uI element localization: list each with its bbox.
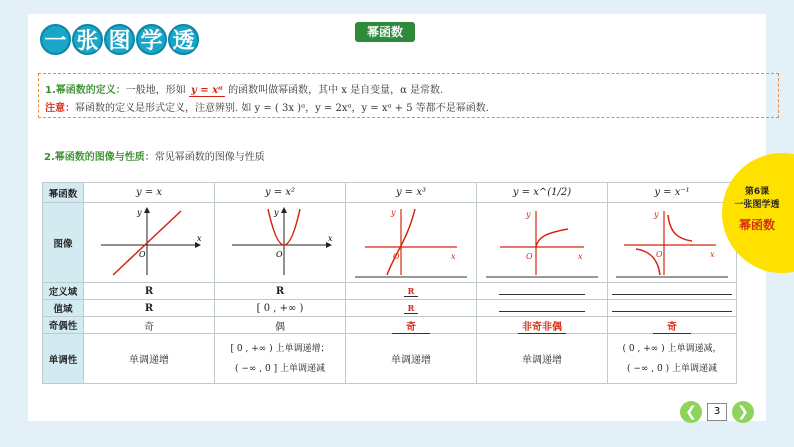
- domain-cell: [346, 283, 477, 300]
- origin-label: O: [526, 252, 533, 261]
- mono-cell: 单调递增: [346, 334, 477, 384]
- parity-answer: 奇: [653, 322, 691, 334]
- y-axis-label: y: [137, 208, 142, 217]
- row-header: 单调性: [43, 334, 84, 384]
- lesson-number: 第6课: [744, 187, 770, 197]
- lesson-subtitle: 一张图学透: [734, 200, 780, 210]
- prev-page-button[interactable]: ❮: [680, 401, 702, 423]
- range-cell: R: [84, 300, 215, 317]
- mono-line: ( −∞ , 0 ] 上单调递减: [235, 363, 325, 374]
- range-cell: [ 0 , +∞ ): [215, 300, 346, 317]
- row-header: 奇偶性: [43, 317, 84, 334]
- range-cell: [346, 300, 477, 317]
- row-header: 值域: [43, 300, 84, 317]
- definition-formula: y = xᵅ: [190, 85, 223, 96]
- graph-y-x-inv: [612, 203, 732, 279]
- table-row: [43, 334, 737, 384]
- page-number: 3: [707, 403, 727, 421]
- function-cell: y = x⁻¹: [608, 183, 737, 203]
- pager: [680, 401, 754, 423]
- y-axis-label: y: [274, 208, 279, 217]
- x-axis-label: x: [710, 250, 715, 259]
- section-text: 常见幂函数的图像与性质: [154, 152, 265, 163]
- mono-cell: [215, 334, 346, 384]
- origin-label: O: [139, 250, 146, 259]
- logo-char: 张: [72, 24, 103, 55]
- x-axis-label: x: [578, 252, 583, 261]
- function-cell: y = x²: [215, 183, 346, 203]
- parity-cell: [346, 317, 477, 334]
- section-heading: [44, 148, 265, 163]
- note-text: 幂函数的定义是形式定义，注意辨别. 如 y = ( 3x )ᵅ，y = 2xᵅ，y = xᵅ + 5 等都不是幂函数.: [75, 103, 489, 114]
- graph-cell: [477, 203, 608, 283]
- frame-top: [0, 0, 794, 14]
- answer-blank: [612, 284, 732, 295]
- parity-cell: 偶: [215, 317, 346, 334]
- definition-text-before: 一般地，形如: [125, 85, 186, 96]
- domain-cell: R: [215, 283, 346, 300]
- frame-bottom: [0, 421, 794, 447]
- graph-y-x3: [351, 203, 471, 279]
- y-axis-label: y: [654, 210, 659, 219]
- logo-char: 图: [104, 24, 135, 55]
- mono-line: ( 0 , +∞ ) 上单调递减，: [622, 343, 722, 354]
- domain-cell: [608, 283, 737, 300]
- range-cell: [477, 300, 608, 317]
- mono-line: ( −∞ , 0 ) 上单调递减: [627, 363, 717, 374]
- graph-cell: [608, 203, 737, 283]
- parity-cell: [608, 317, 737, 334]
- table-row: [43, 283, 737, 300]
- function-cell: y = x^(1/2): [477, 183, 608, 203]
- graph-cell: [84, 203, 215, 283]
- note-line: [45, 99, 489, 114]
- logo-char: 学: [136, 24, 167, 55]
- logo: [40, 24, 200, 55]
- page-title: 幂函数: [355, 22, 415, 42]
- domain-cell: R: [84, 283, 215, 300]
- parity-answer: 奇: [392, 322, 430, 334]
- range-answer: R: [404, 303, 419, 314]
- lesson-badge: [727, 184, 787, 233]
- answer-blank: [499, 301, 585, 312]
- domain-answer: R: [404, 286, 419, 297]
- table-row: [43, 317, 737, 334]
- answer-blank: [499, 284, 585, 295]
- definition-label: 1.幂函数的定义：: [45, 85, 126, 96]
- row-header: 幂函数: [43, 183, 84, 203]
- graph-y-x: [89, 203, 209, 279]
- origin-label: O: [656, 250, 663, 259]
- graph-y-sqrt: [482, 203, 602, 279]
- domain-cell: [477, 283, 608, 300]
- x-axis-label: x: [451, 252, 456, 261]
- range-cell: [608, 300, 737, 317]
- origin-label: O: [393, 252, 400, 261]
- function-cell: y = x: [84, 183, 215, 203]
- definition-line: [45, 81, 443, 96]
- x-axis-label: x: [328, 234, 333, 243]
- table-row: [43, 183, 737, 203]
- next-page-button[interactable]: ❯: [732, 401, 754, 423]
- mono-cell: 单调递增: [477, 334, 608, 384]
- parity-cell: [477, 317, 608, 334]
- parity-cell: 奇: [84, 317, 215, 334]
- mono-cell: [608, 334, 737, 384]
- answer-blank: [612, 301, 732, 312]
- x-axis-label: x: [197, 234, 202, 243]
- lesson-topic: 幂函数: [738, 218, 775, 232]
- graph-cell: [346, 203, 477, 283]
- y-axis-label: y: [391, 208, 396, 217]
- definition-box: [38, 73, 779, 118]
- graph-cell: [215, 203, 346, 283]
- graph-y-x2: [220, 203, 340, 279]
- row-header: 定义域: [43, 283, 84, 300]
- table-row: [43, 203, 737, 283]
- section-label: 2.幂函数的图像与性质：: [44, 152, 155, 163]
- definition-text-after: 的函数叫做幂函数，其中 x 是自变量，α 是常数.: [228, 85, 444, 96]
- function-cell: y = x³: [346, 183, 477, 203]
- note-label: 注意：: [45, 103, 75, 114]
- power-function-table: [42, 182, 737, 384]
- row-header: 图像: [43, 203, 84, 283]
- mono-cell: 单调递增: [84, 334, 215, 384]
- frame-left: [0, 0, 28, 447]
- mono-line: [ 0 , +∞ ) 上单调递增；: [230, 343, 330, 354]
- table-row: [43, 300, 737, 317]
- logo-char: 透: [168, 24, 199, 55]
- y-axis-label: y: [526, 210, 531, 219]
- logo-char: 一: [40, 24, 71, 55]
- origin-label: O: [276, 250, 283, 259]
- parity-answer: 非奇非偶: [518, 322, 566, 334]
